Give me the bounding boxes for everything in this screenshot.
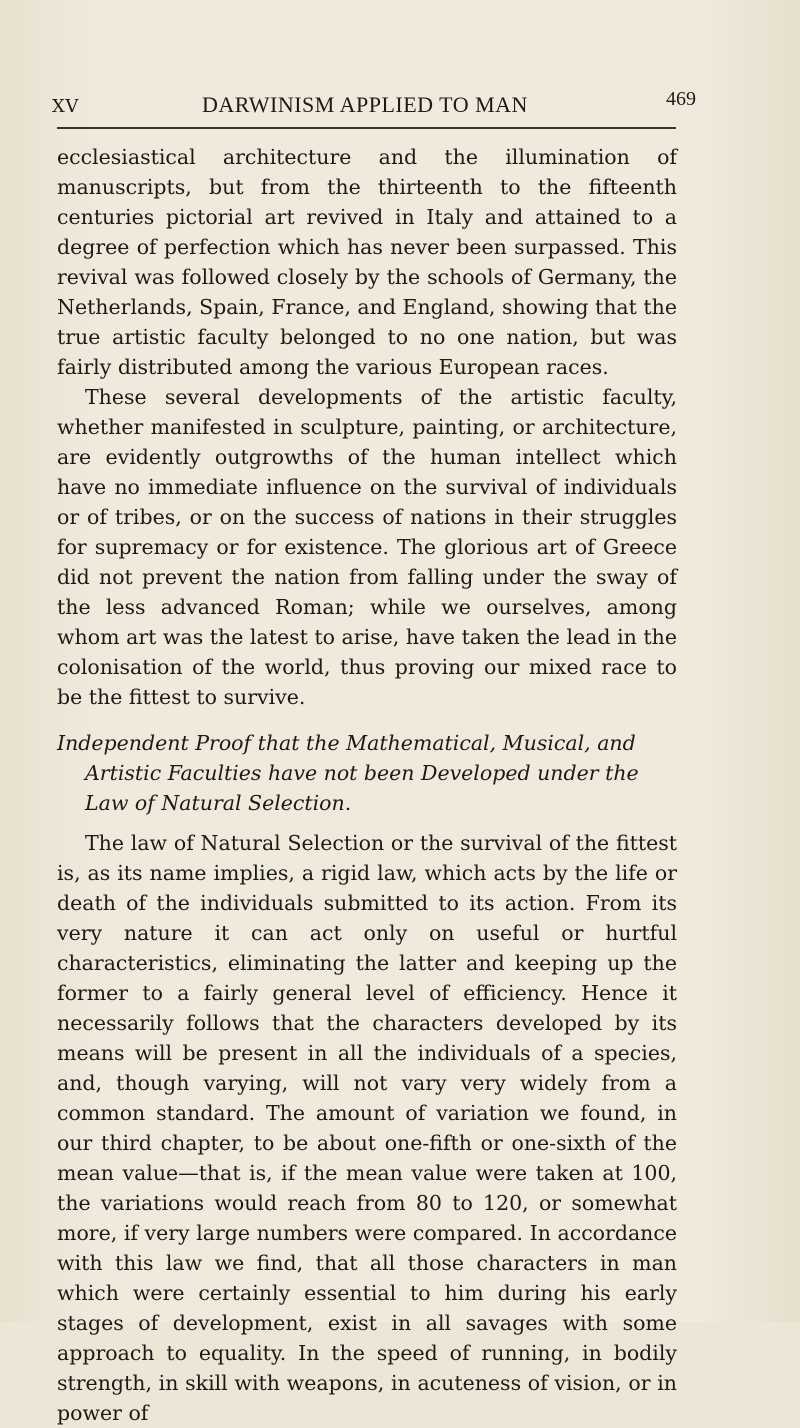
header-rule	[57, 127, 676, 129]
paragraph-2: These several developments of the artistic faculty, whether manifested in sculpture, painting, or architecture, are evidently outgrowths of the human intellect which have no immediate influence on the survival of individuals or of tribes, or on the success of nations in their struggles for supremacy or for existence. The glorious art of Greece did not prevent the nation from falling under the sway of the less advanced Roman; while we ourselves, among whom art was the latest to arise, have taken the lead in the colonisation of the world, thus proving our mixed race to be the fittest to survive.	[57, 385, 677, 709]
chapter-number: XV	[52, 96, 79, 117]
running-title: DARWINISM APPLIED TO MAN	[202, 92, 528, 117]
body-text	[57, 142, 677, 1428]
paragraph-3: The law of Natural Selection or the survival of the fittest is, as its name implies, a rigid law, which acts by the life or death of the individuals submitted to its action. From its very nature it can act only on useful or hurtful characteristics, eliminating the latter and keeping up the former to a fairly general level of efficiency. Hence it necessarily follows that the characters developed by its means will be present in all the individuals of a species, and, though varying, will not vary very widely from a common standard. The amount of variation we found, in our third chapter, to be about one-fifth or one-sixth of the mean value—that is, if the mean value were taken at 100, the variations would reach from 80 to 120, or somewhat more, if very large numbers were compared. In accordance with this law we find, that all those characters in man which were certainly essential to him during his early stages of development, exist in all savages with some approach to equality. In the speed of running, in bodily strength, in skill with weapons, in acuteness of vision, or in power of	[57, 831, 677, 1425]
running-header	[52, 86, 742, 122]
section-heading: Independent Proof that the Mathematical, Musical, and Artistic Faculties have not been Developed under the Law of Natural Selection.	[57, 731, 639, 815]
paragraph-1: ecclesiastical architecture and the illumination of manuscripts, but from the thirteenth to the fifteenth centuries pictorial art revived in Italy and attained to a degree of perfection which has never been surpassed. This revival was followed closely by the schools of Germany, the Netherlands, Spain, France, and England, showing that the true artistic faculty belonged to no one nation, but was fairly distributed among the various European races.	[57, 145, 677, 379]
page-number: 469	[666, 88, 696, 110]
